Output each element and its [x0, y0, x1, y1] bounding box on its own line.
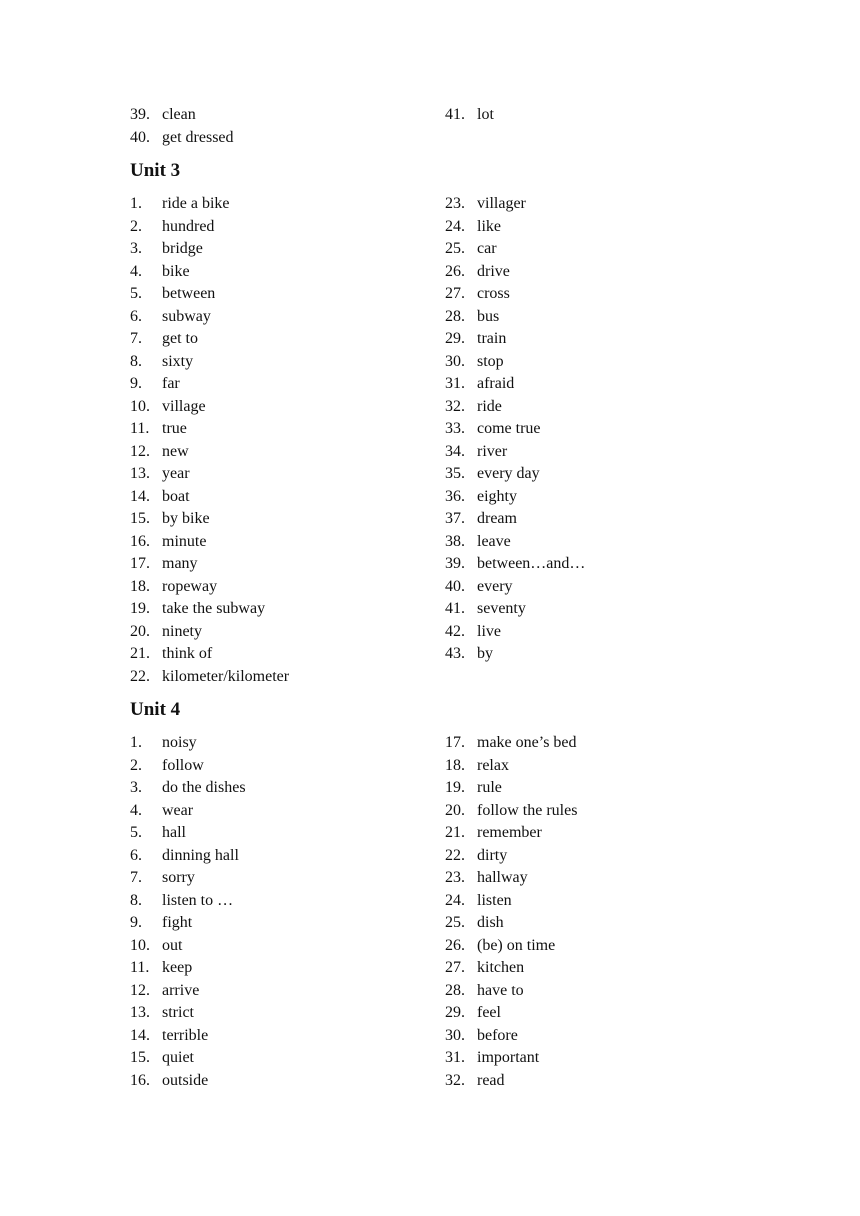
- list-item: [445, 531, 770, 554]
- item-number: 41.: [445, 106, 465, 123]
- item-number: 27.: [445, 959, 465, 976]
- item-word: read: [477, 1071, 505, 1089]
- item-word: fight: [162, 914, 193, 931]
- item-number: 39.: [130, 106, 150, 123]
- item-word: hallway: [477, 869, 528, 886]
- item-number: 30.: [445, 352, 465, 370]
- list-item: [130, 463, 445, 486]
- item-word: seventy: [477, 600, 526, 617]
- item-number: 39.: [445, 555, 465, 572]
- list-item: [445, 486, 770, 509]
- item-number: 8.: [130, 891, 142, 909]
- list-item: [130, 732, 445, 755]
- item-number: 25.: [445, 240, 465, 257]
- list-item: [130, 643, 445, 666]
- item-number: 1.: [130, 734, 142, 751]
- item-word: sixty: [162, 352, 194, 370]
- item-number: 37.: [445, 510, 465, 527]
- item-number: 22.: [445, 846, 465, 864]
- item-word: dish: [477, 914, 504, 931]
- item-number: 32.: [445, 397, 465, 415]
- list-item: [130, 1025, 445, 1048]
- item-number: 3.: [130, 240, 142, 257]
- list-item: [130, 777, 445, 800]
- item-word: between: [162, 285, 216, 302]
- item-word: important: [477, 1049, 540, 1066]
- list-item: [445, 980, 770, 1003]
- word-columns: [130, 193, 770, 688]
- item-word: bike: [162, 262, 190, 280]
- list-item: [130, 935, 445, 958]
- item-number: 30.: [445, 1026, 465, 1044]
- item-number: 11.: [130, 959, 150, 976]
- item-word: clean: [162, 106, 196, 123]
- item-number: 7.: [130, 330, 142, 347]
- list-item: [445, 1070, 770, 1093]
- item-number: 17.: [130, 555, 150, 572]
- list-item: [445, 328, 770, 351]
- list-item: [130, 957, 445, 980]
- item-number: 5.: [130, 824, 142, 841]
- list-item: [445, 912, 770, 935]
- list-item: [130, 867, 445, 890]
- word-columns: [130, 104, 770, 149]
- section-unit-4: [130, 699, 770, 1092]
- item-number: 25.: [445, 914, 465, 931]
- item-word: feel: [477, 1004, 501, 1021]
- item-number: 16.: [130, 1071, 150, 1089]
- list-item: [445, 621, 770, 644]
- list-item: [445, 104, 770, 127]
- item-number: 2.: [130, 756, 142, 774]
- list-item: [130, 351, 445, 374]
- item-number: 21.: [445, 824, 465, 841]
- item-number: 40.: [130, 128, 150, 146]
- item-word: ninety: [162, 622, 202, 640]
- list-item: [445, 822, 770, 845]
- list-item: [130, 755, 445, 778]
- list-item: [130, 418, 445, 441]
- item-word: boat: [162, 487, 190, 505]
- item-number: 35.: [445, 465, 465, 482]
- list-item: [130, 306, 445, 329]
- item-word: relax: [477, 756, 509, 774]
- list-item: [130, 980, 445, 1003]
- column-left: [130, 104, 445, 149]
- list-item: [445, 1047, 770, 1070]
- item-number: 43.: [445, 645, 465, 662]
- item-number: 2.: [130, 217, 142, 235]
- list-item: [130, 1047, 445, 1070]
- item-number: 26.: [445, 936, 465, 954]
- item-word: lot: [477, 106, 494, 123]
- list-item: [445, 373, 770, 396]
- list-item: [130, 553, 445, 576]
- list-item: [130, 238, 445, 261]
- word-columns: [130, 732, 770, 1092]
- list-item: [130, 508, 445, 531]
- list-item: [130, 822, 445, 845]
- item-number: 15.: [130, 510, 150, 527]
- item-word: arrive: [162, 981, 200, 999]
- item-word: subway: [162, 307, 211, 325]
- item-word: villager: [477, 195, 526, 212]
- list-item: [130, 1070, 445, 1093]
- item-number: 34.: [445, 442, 465, 460]
- item-word: (be) on time: [477, 936, 556, 954]
- item-number: 20.: [130, 622, 150, 640]
- item-number: 4.: [130, 801, 142, 819]
- item-word: quiet: [162, 1049, 194, 1066]
- item-word: have to: [477, 981, 524, 999]
- list-item: [130, 598, 445, 621]
- item-number: 14.: [130, 487, 150, 505]
- item-number: 10.: [130, 397, 150, 415]
- item-number: 29.: [445, 330, 465, 347]
- item-number: 24.: [445, 217, 465, 235]
- item-word: every day: [477, 465, 540, 482]
- list-item: [445, 576, 770, 599]
- item-word: minute: [162, 532, 207, 550]
- column-right: [445, 732, 770, 1092]
- item-number: 27.: [445, 285, 465, 302]
- item-number: 28.: [445, 981, 465, 999]
- item-word: kilometer/kilometer: [162, 667, 290, 685]
- item-number: 38.: [445, 532, 465, 550]
- list-item: [445, 193, 770, 216]
- list-item: [445, 957, 770, 980]
- item-number: 17.: [445, 734, 465, 751]
- item-number: 29.: [445, 1004, 465, 1021]
- item-number: 9.: [130, 375, 142, 392]
- item-number: 18.: [445, 756, 465, 774]
- item-word: hall: [162, 824, 186, 841]
- list-item: [445, 238, 770, 261]
- item-number: 1.: [130, 195, 142, 212]
- item-word: follow the rules: [477, 801, 578, 819]
- item-word: hundred: [162, 217, 215, 235]
- item-number: 40.: [445, 577, 465, 595]
- item-word: listen: [477, 891, 512, 909]
- list-item: [130, 845, 445, 868]
- item-number: 26.: [445, 262, 465, 280]
- list-item: [445, 643, 770, 666]
- item-word: village: [162, 397, 206, 415]
- list-item: [445, 396, 770, 419]
- item-word: afraid: [477, 375, 515, 392]
- item-word: many: [162, 555, 198, 572]
- item-number: 6.: [130, 846, 142, 864]
- item-word: rule: [477, 779, 502, 796]
- item-word: train: [477, 330, 507, 347]
- item-word: new: [162, 442, 189, 460]
- item-word: terrible: [162, 1026, 209, 1044]
- item-word: outside: [162, 1071, 209, 1089]
- item-word: think of: [162, 645, 213, 662]
- item-word: bus: [477, 307, 500, 325]
- item-word: car: [477, 240, 497, 257]
- item-word: follow: [162, 756, 204, 774]
- item-number: 23.: [445, 869, 465, 886]
- item-word: out: [162, 936, 183, 954]
- list-item: [445, 777, 770, 800]
- list-item: [130, 890, 445, 913]
- list-item: [445, 553, 770, 576]
- item-word: come true: [477, 420, 541, 437]
- unit-title: Unit 4: [130, 699, 181, 720]
- item-number: 4.: [130, 262, 142, 280]
- item-number: 28.: [445, 307, 465, 325]
- list-item: [445, 1002, 770, 1025]
- item-word: sorry: [162, 869, 195, 886]
- list-item: [445, 306, 770, 329]
- item-word: wear: [162, 801, 194, 819]
- item-word: kitchen: [477, 959, 525, 976]
- list-item: [130, 261, 445, 284]
- item-word: ride: [477, 397, 502, 415]
- column-right: [445, 104, 770, 149]
- list-item: [445, 1025, 770, 1048]
- item-word: get to: [162, 330, 198, 347]
- list-item: [445, 463, 770, 486]
- list-item: [445, 508, 770, 531]
- item-number: 19.: [445, 779, 465, 796]
- list-item: [445, 441, 770, 464]
- item-word: every: [477, 577, 513, 595]
- list-item: [445, 732, 770, 755]
- item-word: bridge: [162, 240, 203, 257]
- list-item: [445, 890, 770, 913]
- list-item: [130, 441, 445, 464]
- item-number: 12.: [130, 981, 150, 999]
- item-word: strict: [162, 1004, 194, 1021]
- item-word: like: [477, 217, 501, 235]
- list-item: [445, 935, 770, 958]
- item-number: 32.: [445, 1071, 465, 1089]
- item-word: dirty: [477, 846, 508, 864]
- list-item: [445, 755, 770, 778]
- list-item: [130, 216, 445, 239]
- item-word: live: [477, 622, 501, 640]
- unit-title: Unit 3: [130, 160, 181, 181]
- list-item: [445, 867, 770, 890]
- item-word: remember: [477, 824, 542, 841]
- item-word: cross: [477, 285, 510, 302]
- list-item: [130, 576, 445, 599]
- item-number: 12.: [130, 442, 150, 460]
- item-word: listen to …: [162, 891, 234, 909]
- item-number: 36.: [445, 487, 465, 505]
- item-word: make one’s bed: [477, 734, 577, 751]
- list-item: [445, 598, 770, 621]
- item-word: stop: [477, 352, 504, 370]
- item-number: 15.: [130, 1049, 150, 1066]
- item-number: 14.: [130, 1026, 150, 1044]
- item-number: 33.: [445, 420, 465, 437]
- item-word: year: [162, 465, 190, 482]
- list-item: [130, 328, 445, 351]
- item-word: do the dishes: [162, 779, 246, 796]
- item-word: far: [162, 375, 180, 392]
- list-item: [130, 373, 445, 396]
- list-item: [445, 845, 770, 868]
- column-right: [445, 193, 770, 688]
- item-number: 20.: [445, 801, 465, 819]
- item-number: 19.: [130, 600, 150, 617]
- item-word: river: [477, 442, 508, 460]
- item-word: before: [477, 1026, 518, 1044]
- item-number: 23.: [445, 195, 465, 212]
- column-left: [130, 193, 445, 688]
- section-continued: [130, 104, 770, 149]
- item-word: ride a bike: [162, 195, 230, 212]
- item-number: 22.: [130, 667, 150, 685]
- item-number: 7.: [130, 869, 142, 886]
- list-item: [445, 216, 770, 239]
- list-item: [130, 800, 445, 823]
- list-item: [130, 1002, 445, 1025]
- list-item: [445, 418, 770, 441]
- item-word: between…and…: [477, 555, 586, 572]
- list-item: [130, 621, 445, 644]
- list-item: [130, 193, 445, 216]
- list-item: [130, 531, 445, 554]
- item-number: 9.: [130, 914, 142, 931]
- item-number: 31.: [445, 1049, 465, 1066]
- item-number: 13.: [130, 465, 150, 482]
- vocabulary-page: [130, 104, 770, 1092]
- list-item: [130, 486, 445, 509]
- list-item: [445, 351, 770, 374]
- item-number: 3.: [130, 779, 142, 796]
- list-item: [445, 261, 770, 284]
- column-left: [130, 732, 445, 1092]
- item-number: 42.: [445, 622, 465, 640]
- item-number: 16.: [130, 532, 150, 550]
- item-word: keep: [162, 959, 193, 976]
- list-item: [130, 127, 445, 150]
- item-number: 18.: [130, 577, 150, 595]
- item-number: 10.: [130, 936, 150, 954]
- item-word: noisy: [162, 734, 197, 751]
- list-item: [130, 283, 445, 306]
- item-number: 11.: [130, 420, 150, 437]
- item-number: 41.: [445, 600, 465, 617]
- item-number: 5.: [130, 285, 142, 302]
- list-item: [130, 912, 445, 935]
- item-word: get dressed: [162, 128, 234, 146]
- item-word: by bike: [162, 510, 210, 527]
- item-word: drive: [477, 262, 510, 280]
- item-number: 13.: [130, 1004, 150, 1021]
- list-item: [130, 104, 445, 127]
- item-number: 8.: [130, 352, 142, 370]
- item-word: ropeway: [162, 577, 218, 595]
- list-item: [130, 666, 445, 689]
- section-unit-3: [130, 160, 770, 688]
- list-item: [130, 396, 445, 419]
- item-word: dream: [477, 510, 517, 527]
- item-word: by: [477, 645, 493, 662]
- item-number: 31.: [445, 375, 465, 392]
- item-word: leave: [477, 532, 511, 550]
- list-item: [445, 283, 770, 306]
- item-number: 21.: [130, 645, 150, 662]
- item-word: dinning hall: [162, 846, 239, 864]
- item-word: take the subway: [162, 600, 266, 617]
- item-word: eighty: [477, 487, 517, 505]
- item-number: 6.: [130, 307, 142, 325]
- list-item: [445, 800, 770, 823]
- item-word: true: [162, 420, 187, 437]
- item-number: 24.: [445, 891, 465, 909]
